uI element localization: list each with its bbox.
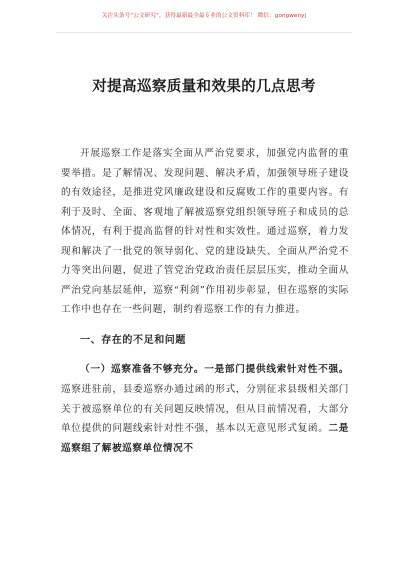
header-divider — [56, 32, 352, 33]
document-body — [61, 144, 349, 458]
intro-paragraph: 开展巡察工作是落实全面从严治党要求，加强党内监督的重要举措。是了解情况、发现问题、解决矛盾，加强领导班子建设的有效途径，是推进党风廉政建设和反腐败工作的重要内容。有利于及时、全面、客观地了解被巡察党组织领导班子和成员的总体情况，有利于提高监督的针对性和实效性。通过巡察，着力发现和解决了一批党的领导弱化、党的建设缺失、全面从严治党不力等突出问题，促进了管党治党政治责任层层压实，推动全面从严治党向基层延伸，巡察“利剑”作用初步彰显，但在巡察的实际工作中也存在一些问题，制约着巡察工作的有力推进。 — [61, 148, 349, 316]
point-tail: 二是巡察组了解被巡察单位情况不 — [61, 423, 349, 454]
header-note: 关注头条号“公文研究”，获得最新最全最专业的公文资料库！ 微信：gongwenyj — [101, 13, 307, 19]
point-body: 巡察进驻前，县委巡察办通过函的形式，分别征求县级相关部门关于被巡察单位的有关问题反映情况，但从目前情况看，大部分单位提供的问题线索针对性不强，基本以无意见形式复函。 — [61, 384, 349, 435]
point-paragraph — [61, 360, 349, 458]
point-lead: （一）巡察准备不够充分。一是部门提供线索针对性不强。 — [80, 364, 349, 376]
document-title: 对提高巡察质量和效果的几点思考 — [92, 79, 316, 95]
section-heading: 一、存在的不足和问题 — [80, 334, 186, 346]
